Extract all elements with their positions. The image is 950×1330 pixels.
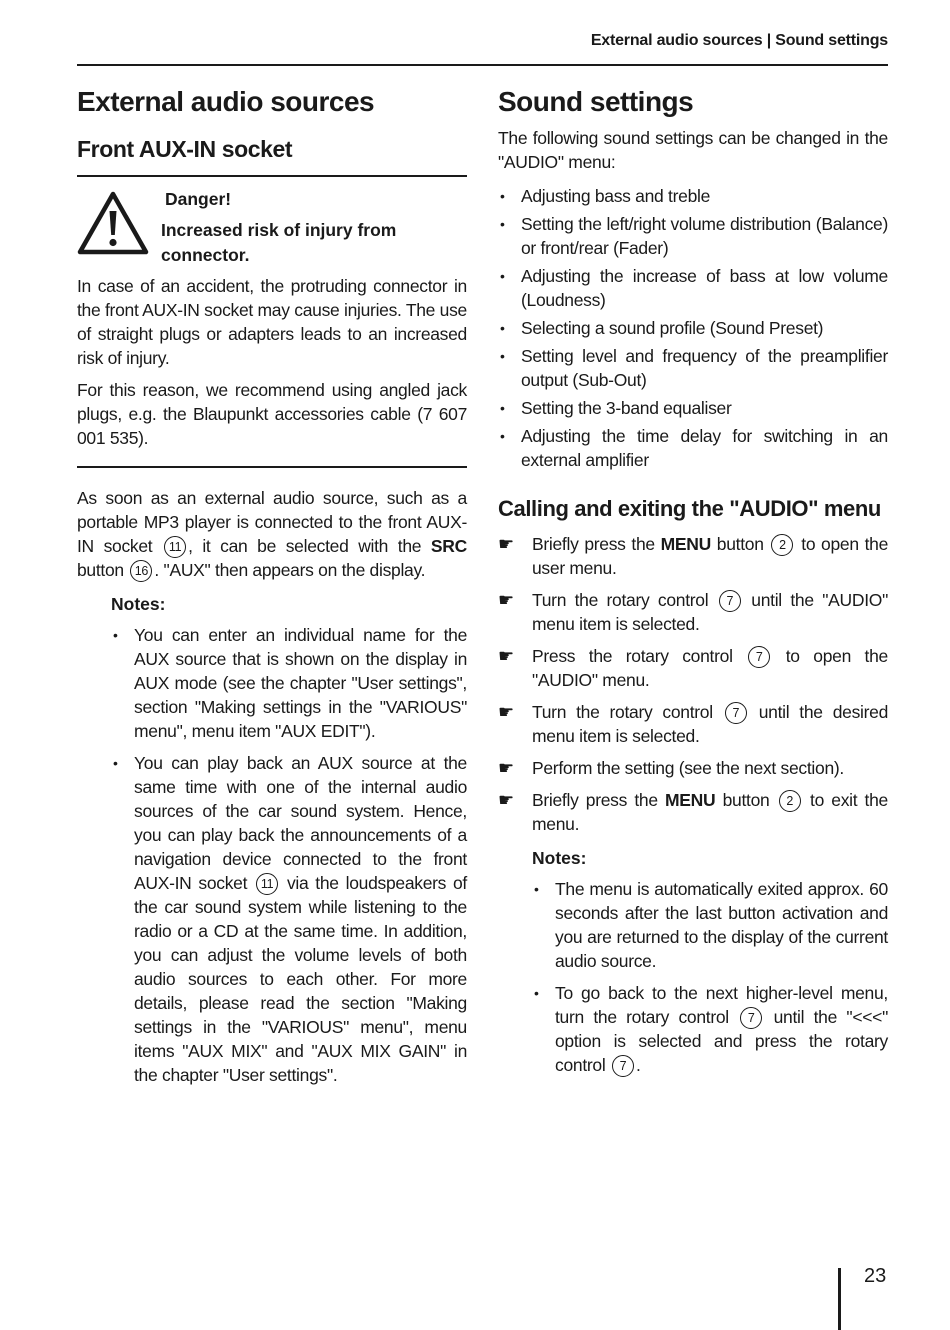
menu-label: MENU (660, 534, 711, 554)
text-run: Briefly press the (532, 534, 661, 554)
notes-list (111, 623, 467, 1087)
step-item (498, 644, 888, 692)
pointing-hand-icon: ☛ (498, 646, 514, 666)
text-run: Press the rotary control (532, 646, 747, 666)
sound-intro-paragraph: The following sound settings can be changed in the "AUDIO" menu: (498, 128, 888, 172)
right-column (498, 86, 888, 1085)
subsection-title-audio-menu: Calling and exiting the "AUDIO" menu (498, 496, 881, 521)
subsection-title-front-aux: Front AUX-IN socket (77, 136, 293, 162)
danger-paragraph-2: For this reason, we recommend using angled jack plugs, e.g. the Blaupunkt accessories cable (7 607 001 535). (77, 380, 467, 448)
text-run: to open the user menu. (532, 534, 889, 578)
left-notes (111, 594, 467, 1087)
text-run: to open the "AUDIO" menu. (532, 646, 888, 690)
running-header (77, 32, 888, 66)
text-run: As soon as an external audio source, such as a portable MP3 player is connected to the front AUX-IN socket (77, 488, 467, 556)
right-notes (532, 848, 888, 1077)
pointing-hand-icon: ☛ (498, 590, 514, 610)
danger-header (77, 187, 467, 268)
note-item (111, 751, 467, 1087)
note-item (532, 981, 888, 1077)
callout-number: 2 (779, 790, 801, 812)
callout-number: 16 (130, 560, 152, 582)
callout-number: 11 (164, 536, 186, 558)
section-title-sound-settings: Sound settings (498, 86, 694, 117)
list-item: • Selecting a sound profile (Sound Preset) (498, 316, 888, 340)
sound-settings-list (498, 184, 888, 472)
danger-title: Danger! (165, 189, 232, 209)
danger-box (77, 175, 467, 468)
footer-rule (838, 1268, 841, 1330)
menu-label: MENU (665, 790, 716, 810)
note-item: • You can enter an individual name for the AUX source that is shown on the display in AUX mode (see the chapter "User settings", section "Making settings in the "VARIOUS" menu", menu item "AUX EDIT"). (111, 623, 467, 743)
danger-heading-text (161, 187, 467, 268)
notes-title: Notes: (111, 594, 166, 614)
text-run: until the "<<<" option is selected and press the rotary control (555, 1007, 888, 1075)
list-item: • Adjusting bass and treble (498, 184, 888, 208)
text-run: to exit the menu. (532, 790, 888, 834)
notes-title: Notes: (532, 848, 587, 868)
pointing-hand-icon: ☛ (498, 702, 514, 722)
note-item: • The menu is automatically exited approx. 60 seconds after the last button activation and you are returned to the display of the current audio source. (532, 877, 888, 973)
pointing-hand-icon: ☛ (498, 534, 514, 554)
callout-number: 7 (612, 1055, 634, 1077)
pointing-hand-icon: ☛ (498, 758, 514, 778)
page-number: 23 (864, 1265, 887, 1287)
text-run: button (77, 560, 129, 580)
text-run: To go back to the next higher-level menu, turn the rotary control (555, 983, 888, 1027)
section-title-external-audio: External audio sources (77, 86, 375, 117)
list-item: • Setting the left/right volume distribution (Balance) or front/rear (Fader) (498, 212, 888, 260)
text-run: Turn the rotary control (532, 590, 717, 610)
header-title: External audio sources | Sound settings (590, 32, 888, 49)
step-item (498, 700, 888, 748)
callout-number: 2 (771, 534, 793, 556)
aux-intro-paragraph (77, 486, 467, 582)
step-item (498, 756, 888, 780)
text-run: . "AUX" then appears on the display. (154, 560, 426, 580)
text-run: Perform the setting (see the next section). (532, 758, 844, 778)
steps-list (498, 532, 888, 836)
text-run: button (715, 790, 777, 810)
list-item: • Setting the 3-band equaliser (498, 396, 888, 420)
src-label: SRC (430, 536, 467, 556)
callout-number: 7 (719, 590, 741, 612)
left-column (77, 86, 467, 1095)
danger-subtitle: Increased risk of injury from connector. (161, 220, 397, 265)
step-item (498, 532, 888, 580)
callout-number: 7 (740, 1007, 762, 1029)
warning-triangle-icon (77, 191, 149, 255)
callout-number: 11 (256, 873, 278, 895)
list-item: • Setting level and frequency of the preamplifier output (Sub-Out) (498, 344, 888, 392)
callout-number: 7 (725, 702, 747, 724)
danger-paragraph-1: In case of an accident, the protruding connector in the front AUX-IN socket may cause injuries. The use of straight plugs or adapters leads to an increased risk of injury. (77, 276, 467, 368)
text-run: , it can be selected with the (188, 536, 431, 556)
text-run: Turn the rotary control (532, 702, 723, 722)
text-run: You can play back an AUX source at the same time with one of the internal audio sources of the car sound system. Hence, you can play back the announcements of a navigation device connected to the front AUX-IN socket (134, 753, 467, 893)
text-run: until the desired menu item is selected. (532, 702, 888, 746)
notes-list (532, 877, 888, 1077)
text-run: . (636, 1055, 641, 1075)
text-run: until the "AUDIO" menu item is selected. (532, 590, 889, 634)
text-run: button (710, 534, 770, 554)
list-item: • Adjusting the increase of bass at low volume (Loudness) (498, 264, 888, 312)
callout-number: 7 (748, 646, 770, 668)
step-item (498, 588, 888, 636)
step-item (498, 788, 888, 836)
list-item: • Adjusting the time delay for switching in an external amplifier (498, 424, 888, 472)
text-run: Briefly press the (532, 790, 666, 810)
pointing-hand-icon: ☛ (498, 790, 514, 810)
text-run: via the loudspeakers of the car sound system while listening to the radio or a CD at the same time. In addition, you can adjust the volume levels of both audio sources to each other. For more details, please read the section "Making settings in the "VARIOUS" menu", menu items "AUX MIX" and "AUX MIX GAIN" in the chapter "User settings". (134, 873, 467, 1085)
